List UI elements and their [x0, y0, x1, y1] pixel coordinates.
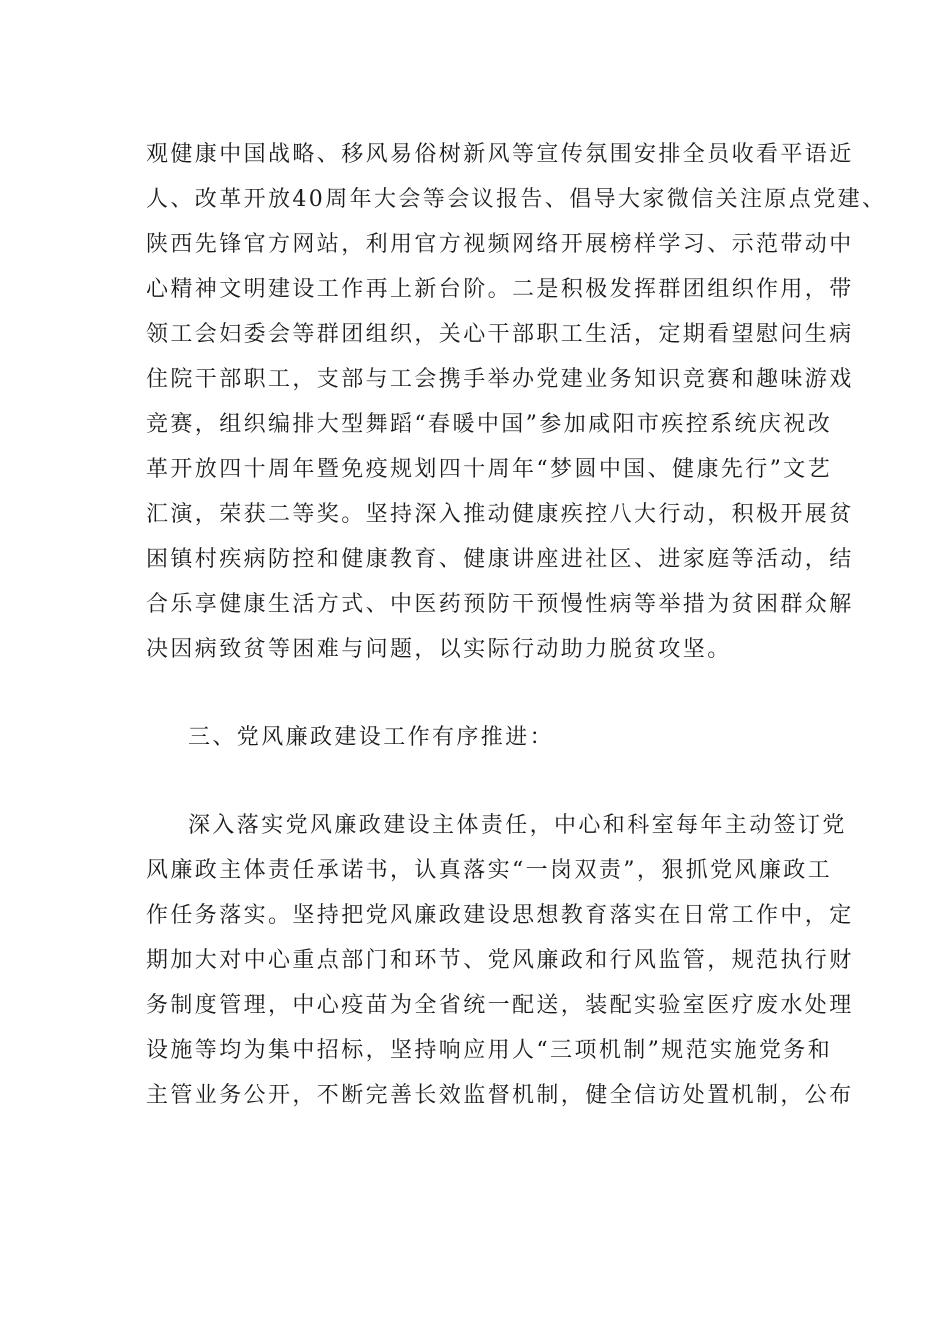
text-line: 风廉政主体责任承诺书，认真落实“一岗双责”，狠抓党风廉政工: [146, 858, 833, 883]
text-line: 汇演，荣获二等奖。坚持深入推动健康疾控八大行动，积极开展贫: [146, 502, 854, 527]
text-line: 陕西先锋官方网站，利用官方视频网络开展榜样学习、示范带动中: [146, 232, 854, 257]
text-line: 务制度管理，中心疫苗为全省统一配送，装配实验室医疗废水处理: [146, 993, 854, 1018]
text-line: 竞赛，组织编排大型舞蹈“春暖中国”参加咸阳市疾控系统庆祝改: [146, 412, 833, 437]
text-line: 设施等均为集中招标，坚持响应用人“三项机制”规范实施党务和: [146, 1038, 833, 1063]
text-line: 决因病致贫等困难与问题，以实际行动助力脱贫攻坚。: [146, 637, 732, 662]
text-line: 住院干部职工，支部与工会携手举办党建业务知识竞赛和趣味游戏: [146, 367, 854, 392]
text-line: 作任务落实。坚持把党风廉政建设思想教育落实在日常工作中，定: [146, 903, 854, 928]
text-line: 人、改革开放40周年大会等会议报告、倡导大家微信关注原点党建、: [146, 187, 887, 212]
text-line: 困镇村疾病防控和健康教育、健康讲座进社区、进家庭等活动，结: [146, 547, 854, 572]
text-line: 心精神文明建设工作再上新台阶。二是积极发挥群团组织作用，带: [146, 277, 854, 302]
text-line: 深入落实党风廉政建设主体责任，中心和科室每年主动签订党: [188, 813, 847, 838]
text-line: 期加大对中心重点部门和环节、党风廉政和行风监管，规范执行财: [146, 948, 854, 973]
text-line: 合乐享健康生活方式、中医药预防干预慢性病等举措为贫困群众解: [146, 592, 854, 617]
text-line: 观健康中国战略、移风易俗树新风等宣传氛围安排全员收看平语近: [146, 142, 854, 167]
text-line: 主管业务公开，不断完善长效监督机制，健全信访处置机制，公布: [146, 1083, 854, 1108]
section-heading: 三、党风廉政建设工作有序推进：: [188, 725, 555, 750]
text-line: 领工会妇委会等群团组织，关心干部职工生活，定期看望慰问生病: [146, 322, 854, 347]
text-line: 革开放四十周年暨免疫规划四十周年“梦圆中国、健康先行”文艺: [146, 457, 833, 482]
